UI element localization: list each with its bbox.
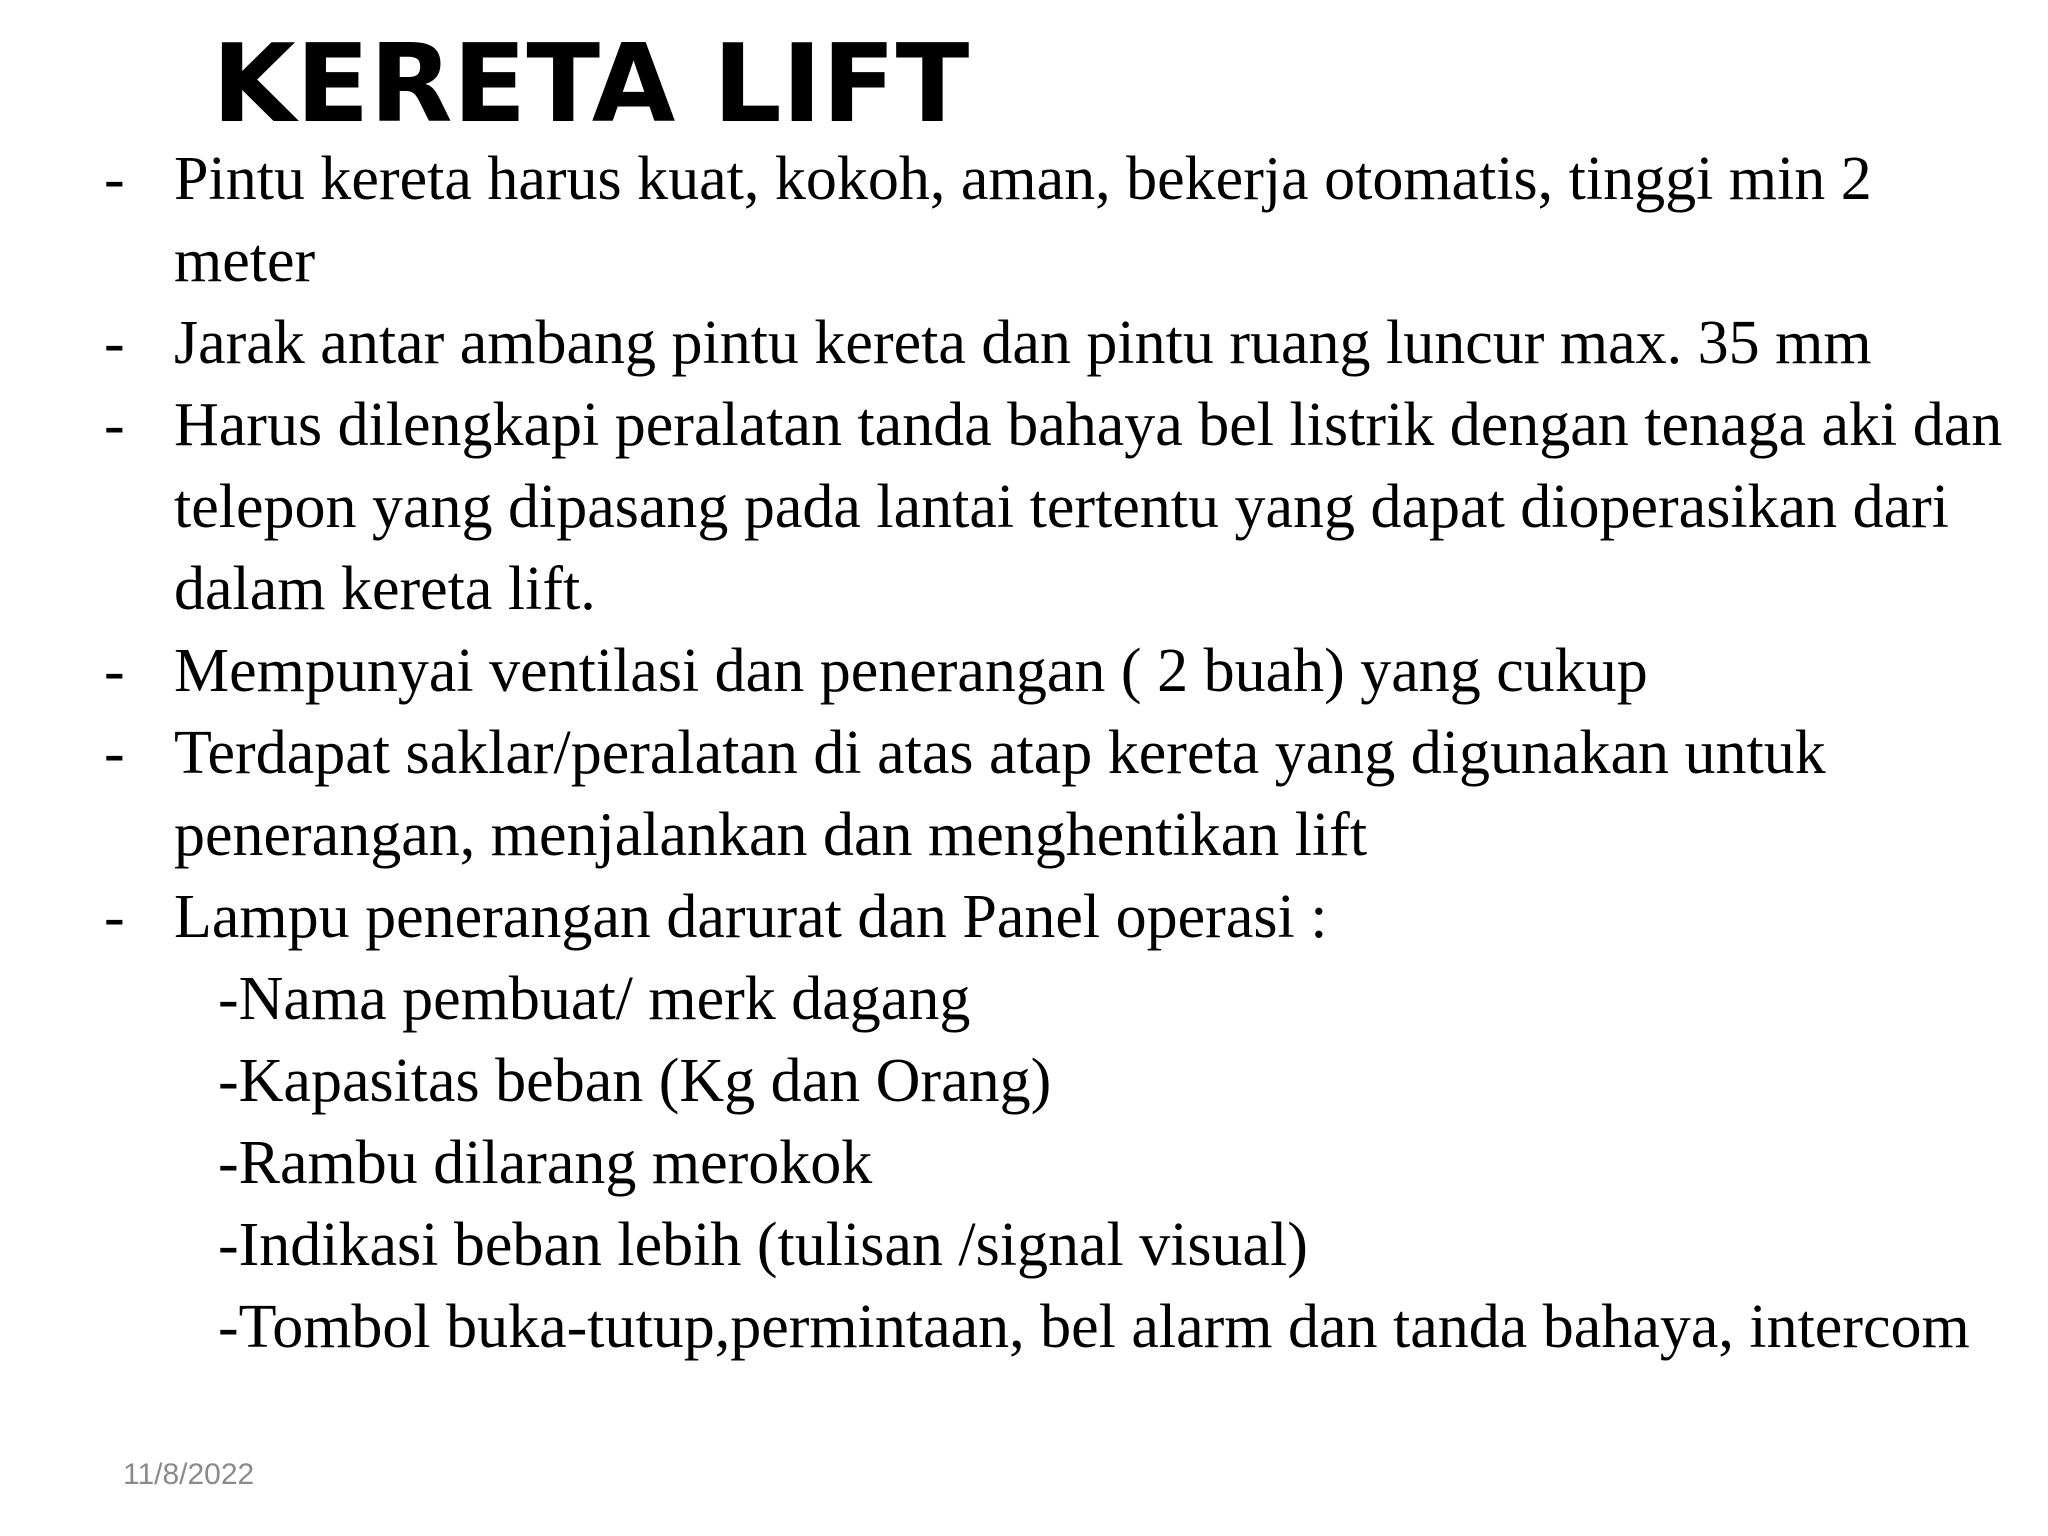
bullet-dash: -	[104, 391, 125, 459]
bullet-item	[104, 384, 2024, 630]
bullet-dash: -	[104, 719, 125, 787]
bullet-dash: -	[104, 637, 125, 705]
sub-item: -Indikasi beban lebih (tulisan /signal visual)	[218, 1211, 1308, 1279]
bullet-text: Jarak antar ambang pintu kereta dan pintu ruang luncur max. 35 mm	[174, 309, 1872, 377]
sub-item: -Rambu dilarang merokok	[218, 1129, 873, 1197]
sub-item: -Nama pembuat/ merk dagang	[218, 965, 971, 1033]
bullet-list	[104, 138, 2024, 1368]
bullet-dash: -	[104, 883, 125, 951]
sub-item: -Tombol buka-tutup,permintaan, bel alarm dan tanda bahaya, intercom	[218, 1293, 1970, 1361]
bullet-text: Pintu kereta harus kuat, kokoh, aman, bekerja otomatis, tinggi min 2 meter	[174, 145, 1872, 295]
bullet-item	[104, 302, 2024, 384]
bullet-item	[104, 138, 2024, 302]
bullet-text: Mempunyai ventilasi dan penerangan ( 2 buah) yang cukup	[174, 637, 1648, 705]
bullet-text: Terdapat saklar/peralatan di atas atap kereta yang digunakan untuk penerangan, menjalankan dan menghentikan lift	[174, 719, 1826, 869]
bullet-dash: -	[104, 309, 125, 377]
bullet-item	[104, 630, 2024, 712]
bullet-item	[104, 876, 2024, 958]
bullet-item	[104, 712, 2024, 876]
sub-item: -Kapasitas beban (Kg dan Orang)	[218, 1047, 1052, 1115]
slide-title: KERETA LIFT	[212, 22, 970, 147]
bullet-text: Harus dilengkapi peralatan tanda bahaya bel listrik dengan tenaga aki dan telepon yang dipasang pada lantai tertentu yang dapat dioperasikan dari dalam kereta lift.	[174, 391, 2003, 623]
bullet-text: Lampu penerangan darurat dan Panel operasi :	[174, 883, 1328, 951]
bullet-dash: -	[104, 145, 125, 213]
slide-date: 11/8/2022	[123, 1458, 255, 1491]
